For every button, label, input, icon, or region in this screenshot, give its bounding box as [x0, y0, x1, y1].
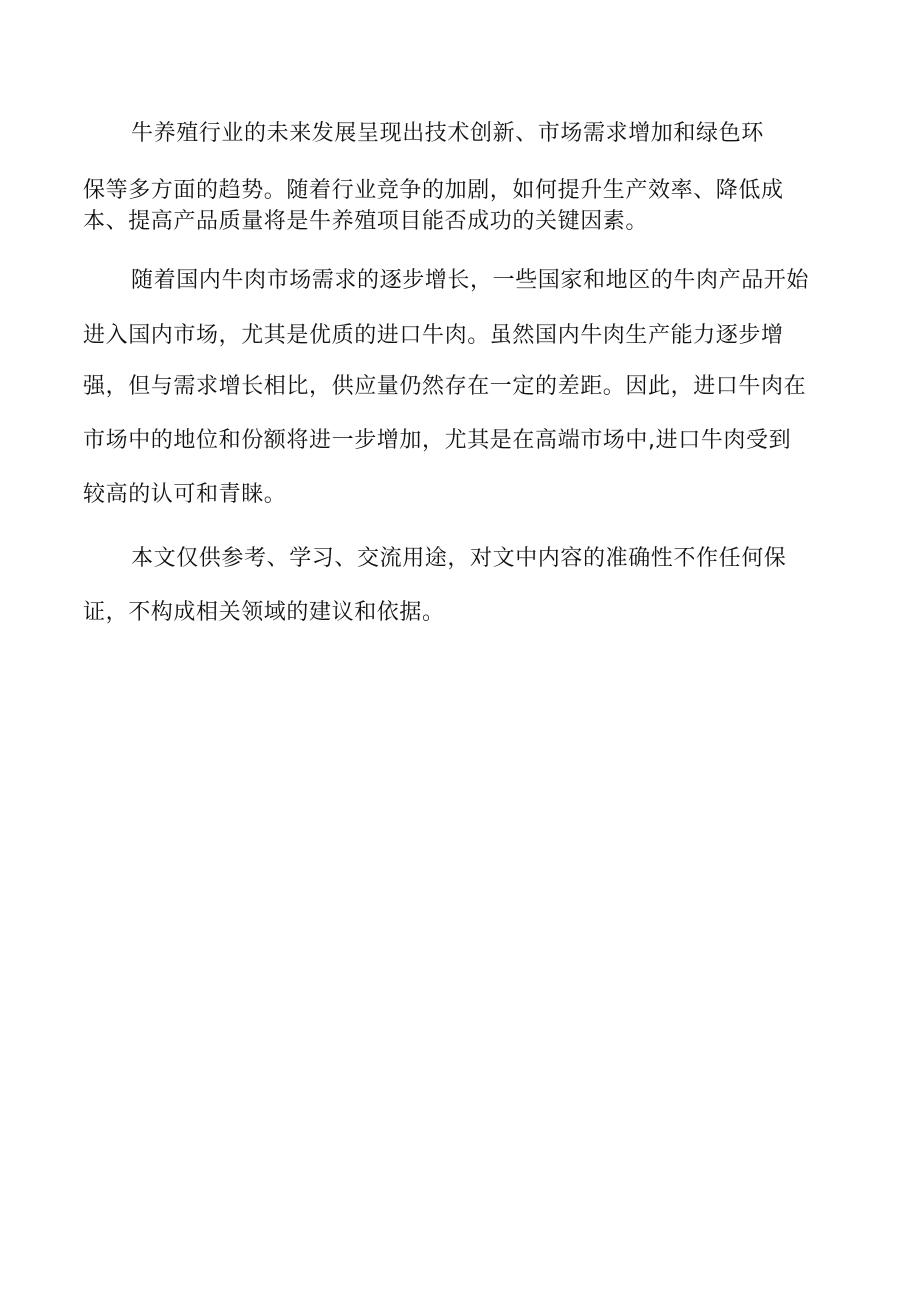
paragraph-2-line-4: 市场中的地位和份额将进一步增加，尤其是在高端市场中,进口牛肉受到: [83, 428, 792, 453]
paragraph-3-line-2: 证，不构成相关领域的建议和依据。: [83, 600, 445, 625]
paragraph-2-line-2: 进入国内市场，尤其是优质的进口牛肉。虽然国内牛肉生产能力逐步增: [83, 323, 784, 348]
paragraph-2-line-1: 随着国内牛肉市场需求的逐步增长，一些国家和地区的牛肉产品开始: [131, 268, 810, 293]
paragraph-1-line-3: 本、提高产品质量将是牛养殖项目能否成功的关键因素。: [83, 209, 649, 234]
paragraph-1-line-2: 保等多方面的趋势。随着行业竞争的加剧，如何提升生产效率、降低成: [83, 178, 784, 203]
paragraph-2-line-3: 强，但与需求增长相比，供应量仍然存在一定的差距。因此，进口牛肉在: [83, 374, 807, 399]
paragraph-1-line-1: 牛养殖行业的未来发展呈现出技术创新、市场需求增加和绿色环: [131, 121, 764, 146]
paragraph-2-line-5: 较高的认可和青睐。: [83, 482, 287, 507]
paragraph-3-line-1: 本文仅供参考、学习、交流用途，对文中内容的准确性不作任何保: [131, 546, 787, 571]
